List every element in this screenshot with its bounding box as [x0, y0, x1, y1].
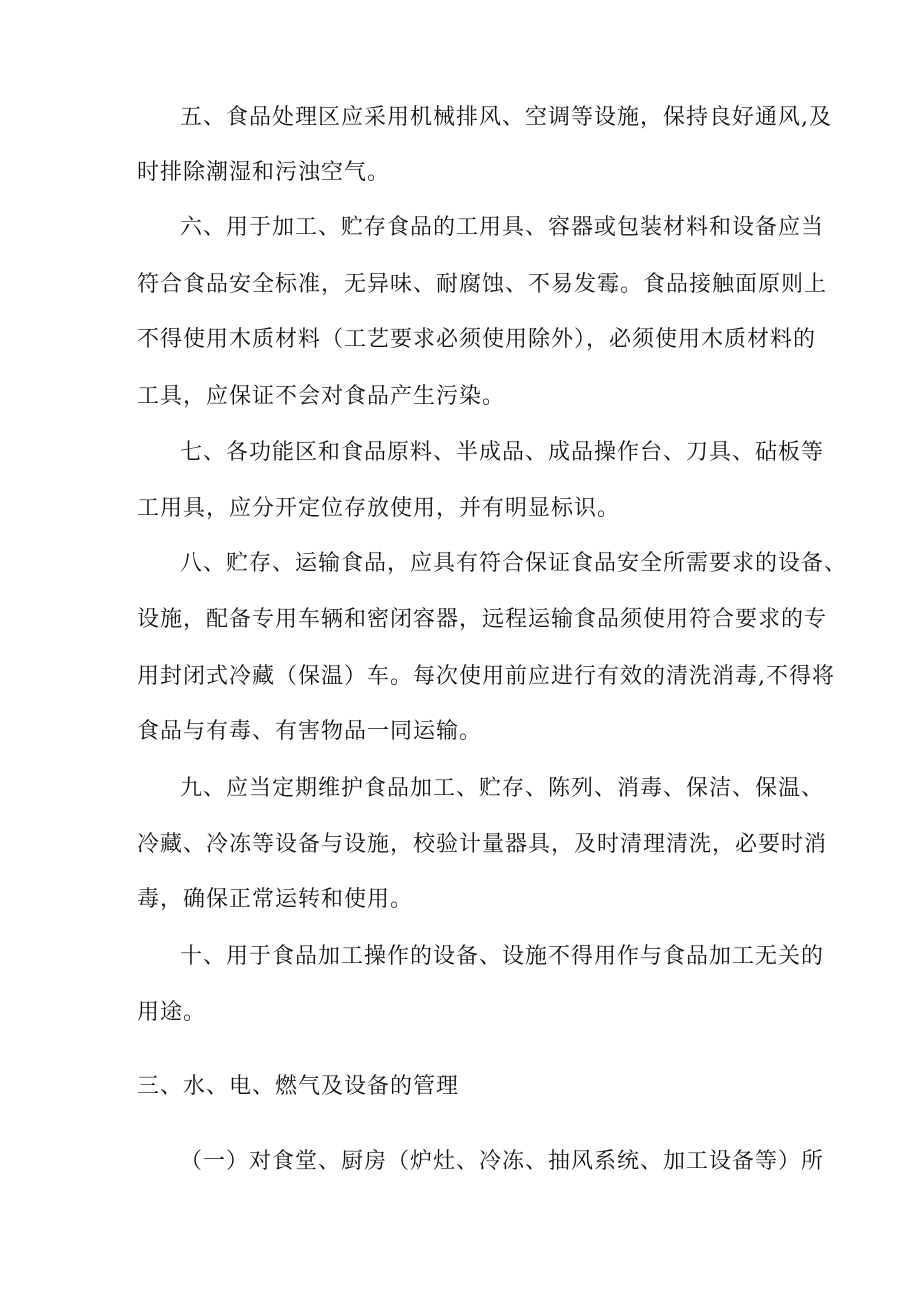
paragraph-8-line-1: 八、贮存、运输食品，应具有符合保证食品安全所需要求的设备、: [180, 551, 848, 576]
subsection-1-line-1: （一）对食堂、厨房（炉灶、冷冻、抽风系统、加工设备等）所: [180, 1149, 825, 1174]
paragraph-10-line-1: 十、用于食品加工操作的设备、设施不得用作与食品加工无关的: [180, 944, 825, 969]
paragraph-9-line-1: 九、应当定期维护食品加工、贮存、陈列、消毒、保洁、保温、: [180, 776, 825, 801]
paragraph-10-line-2: 用途。: [137, 1000, 207, 1025]
paragraph-6-line-1: 六、用于加工、贮存食品的工用具、容器或包装材料和设备应当: [180, 215, 825, 240]
paragraph-5-line-1: 五、食品处理区应采用机械排风、空调等设施，保持良好通风,及: [180, 105, 832, 130]
paragraph-6-line-2: 符合食品安全标准，无异味、耐腐蚀、不易发霉。食品接触面原则上: [137, 272, 828, 297]
paragraph-8-line-2: 设施，配备专用车辆和密闭容器，远程运输食品须使用符合要求的专: [137, 607, 828, 632]
paragraph-5-line-2: 时排除潮湿和污浊空气。: [137, 160, 391, 185]
paragraph-6-line-3: 不得使用木质材料（工艺要求必须使用除外），必须使用木质材料的: [137, 327, 817, 352]
paragraph-9-line-2: 冷藏、冷冻等设备与设施，校验计量器具，及时清理清洗，必要时消: [137, 832, 828, 857]
paragraph-9-line-3: 毒，确保正常运转和使用。: [137, 887, 414, 912]
paragraph-7-line-2: 工用具，应分开定位存放使用，并有明显标识。: [137, 496, 621, 521]
paragraph-7-line-1: 七、各功能区和食品原料、半成品、成品操作台、刀具、砧板等: [180, 440, 825, 465]
paragraph-6-line-4: 工具，应保证不会对食品产生污染。: [137, 384, 506, 409]
section-heading: 三、水、电、燃气及设备的管理: [137, 1074, 460, 1099]
paragraph-8-line-3: 用封闭式冷藏（保温）车。每次使用前应进行有效的清洗消毒,不得将: [137, 664, 835, 689]
paragraph-8-line-4: 食品与有毒、有害物品一同运输。: [137, 719, 483, 744]
